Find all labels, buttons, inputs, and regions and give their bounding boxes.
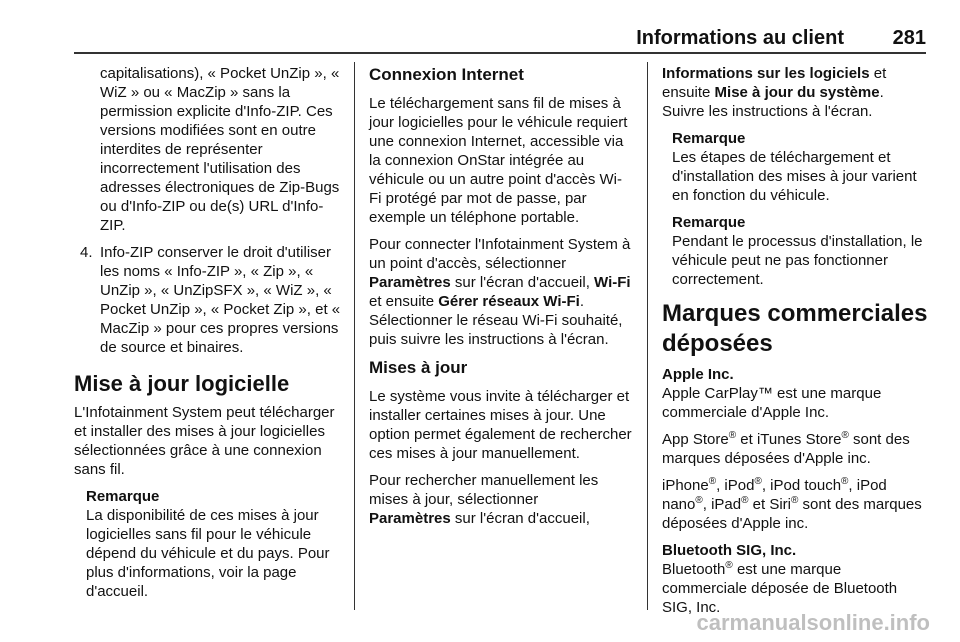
menu-parametres: Paramètres [369,510,451,527]
paragraph-updates: Le système vous invite à télécharger et installer certaines mises à jour. Une option permet également de rechercher ces mises à jour manuellement. [369,388,632,462]
column-1 [74,64,344,609]
header-rule [74,52,926,54]
reg-mark: ® [791,495,799,506]
page-header [74,27,926,53]
text: , iPod nano [662,477,887,513]
text: et ensuite [662,65,887,101]
apple-carplay-paragraph: Apple CarPlay™ est une marque commerciale d'Apple Inc. [662,385,882,421]
text: iPhone [662,477,709,494]
text: et iTunes Store [740,431,842,448]
menu-software-info: Informations sur les logiciels [662,65,870,82]
reg-mark: ® [841,476,849,487]
menu-system-update: Mise à jour du système [714,84,880,101]
heading-internet-connection: Connexion Internet [369,65,524,84]
column-2 [369,64,633,536]
text: sont des marques déposées d'Apple inc. [662,496,922,532]
note-text: Pendant le processus d'installation, le véhicule peut ne pas fonctionner correctement. [672,233,923,288]
text: Bluetooth [662,561,726,578]
header-title: Informations au client [636,27,844,49]
reg-mark: ® [741,495,749,506]
iphone-paragraph [662,476,928,533]
bluetooth-title: Bluetooth SIG, Inc. [662,542,797,559]
section-intro: L'Infotainment System peut télécharger et installer des mises à jour logicielles sélectionnées grâce à une connexion sans fil. [74,404,335,478]
menu-parametres: Paramètres [369,274,451,291]
column-3 [662,64,928,625]
note-title: Remarque [672,130,746,147]
text: Pour connecter l'Infotainment System à un point d'accès, sélectionner [369,236,631,272]
note-title: Remarque [86,488,160,505]
bluetooth-paragraph [662,560,928,617]
text: . Suivre les instructions à l'écran. [662,84,884,120]
note-title: Remarque [672,214,746,231]
list-item-4 [74,243,344,357]
paragraph-software-info [662,64,928,121]
column-divider-2 [647,62,648,610]
reg-mark: ® [754,476,762,487]
text: Pour rechercher manuellement les mises à jour, sélectionner [369,472,599,508]
paragraph-manual-search [369,471,633,528]
watermark: carmanualsonline.info [696,610,930,635]
column-divider-1 [354,62,355,610]
text: , iPod [716,477,755,494]
text: et ensuite [369,293,435,310]
note-block-2 [662,213,928,289]
text: et Siri [752,496,791,513]
menu-wifi: Wi-Fi [594,274,631,291]
reg-mark: ® [728,430,737,441]
list-item-text: Info-ZIP conserver le droit d'utiliser les noms « Info-ZIP », « Zip », « UnZip », « UnZipSFX », « WiZ », « Pocket UnZip », « Pocket Zip », et « MacZip » pour ces propres versions de source et binaires. [100,244,341,356]
reg-mark: ® [841,430,849,441]
text: sont des marques déposées d'Apple inc. [662,431,910,467]
section-title-trademarks: Marques commerciales déposées [662,300,928,357]
text: , iPad [702,496,742,513]
note-block [74,487,344,601]
paragraph-connect [369,235,633,349]
continued-paragraph: capitalisations), « Pocket UnZip », « WiZ » ou « MacZip » sans la permission explicite d'Info-ZIP. Ces versions modifiées sont en outre interdites de représenter incorrectement l'utilisation des adresses électroniques de Zip-Bugs ou d'Info-ZIP ou de(s) URL d'Info-ZIP. [100,65,340,234]
reg-mark: ® [725,560,733,571]
text: sur l'écran d'accueil, [454,510,590,527]
text: . Sélectionner le réseau Wi-Fi souhaité, puis suivre les instructions à l'écran. [369,293,623,348]
list-number: 4. [80,244,93,261]
app-store-paragraph [662,430,928,468]
heading-updates: Mises à jour [369,358,468,377]
text: sur l'écran d'accueil, [454,274,590,291]
menu-manage-wifi: Gérer réseaux Wi-Fi [438,293,580,310]
text: est une marque commerciale déposée de Bluetooth SIG, Inc. [662,561,898,616]
text: App Store [662,431,729,448]
reg-mark: ® [708,476,717,487]
note-text: La disponibilité de ces mises à jour logicielles sans fil pour le véhicule dépend du véhicule et du pays. Pour plus d'informations, voir la page d'accueil. [86,507,330,600]
paragraph-internet: Le téléchargement sans fil de mises à jour logicielles pour le véhicule requiert une connexion Internet, accessible via la connexion OnStar intégrée au véhicule ou un autre point d'accès Wi-Fi protégé par mot de passe, par exemple un téléphone portable. [369,95,628,226]
note-text: Les étapes de téléchargement et d'installation des mises à jour varient en fonction du véhicule. [672,149,917,204]
apple-title: Apple Inc. [662,366,734,383]
note-block-1 [662,129,928,205]
section-title-software-update: Mise à jour logicielle [74,371,290,396]
text: , iPod touch [761,477,842,494]
page-number: 281 [892,27,926,49]
reg-mark: ® [695,495,703,506]
